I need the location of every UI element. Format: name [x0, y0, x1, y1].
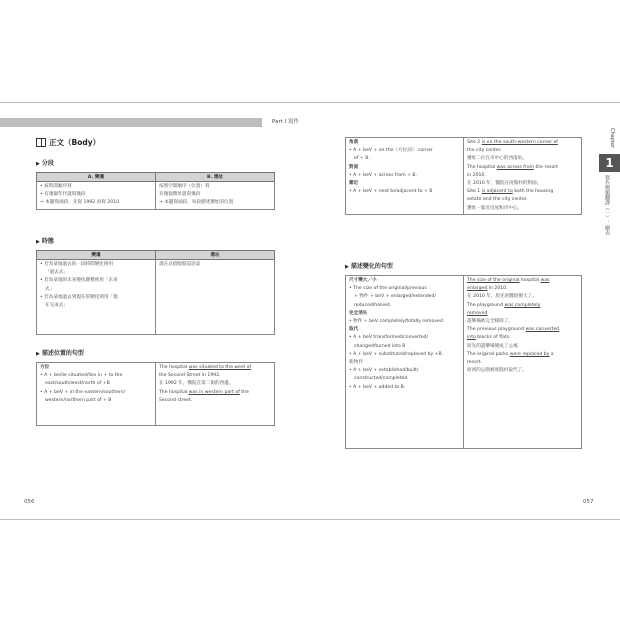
tense-table — [36, 250, 275, 335]
position-table — [36, 362, 275, 426]
table-cell: 角落 • A + beV + on the（方位詞） corner of + B. 對面 • A + beV + across from + B. 鄰近 • A + beV + next to/adjacent to + B — [346, 138, 464, 215]
position-table-continued — [345, 137, 582, 215]
chapter-subtitle: 寫作標題翻譯（一）：圖表 — [604, 175, 610, 235]
table-cell: The size of the original hospital was enlarged in 2010. 在 2010 年，原先的醫院變大了。 The playground was completely removed. 遊樂場被完全移除了。 The previous playground was converted into blocks of flats. 原先的遊樂場變成了公寓。 The original parks were replaced by a resort. 原初的公園被度假村取代了。 — [464, 276, 582, 449]
subsection-heading-change: ▶ 描述變化的句型 — [345, 263, 393, 270]
change-table — [345, 275, 582, 449]
table-cell: Site 2 is on the south-western corner of the city center. 選址二位在市中心的西南角。 The hospital was across from the resort in 2010. 在 2010 年，醫院在度假村的對面。 Site 1 is adjacent to both the housing estate and the city center. 選址一靠近房屋和市中心。 — [464, 138, 582, 215]
triangle-right-icon: ▶ — [36, 239, 40, 245]
triangle-right-icon: ▶ — [36, 161, 40, 167]
section-title — [36, 137, 100, 148]
table-cell: 現在式搭配假設語氣 — [156, 260, 275, 335]
chapter-tab — [599, 128, 620, 258]
table-cell: • 若為某地過去的一段時間變化則用 「過去式」 • 若為某地的未來變化趨勢則用「未來 式」 • 若為某地過去到現在的變化則用「現 在完成式」 — [37, 260, 156, 335]
triangle-right-icon: ▶ — [345, 264, 349, 270]
section-title-text: 正文（Body） — [49, 138, 101, 147]
part-header-bar — [0, 118, 299, 127]
page-number-right: 057 — [583, 499, 594, 505]
subsection-heading-paragraphing: ▶ 分段 — [36, 160, 54, 167]
table-cell: 按照空間順序（位置）寫 有幾個選址就寫幾段 → 本題寫兩段，每段描述選址的位置 — [156, 182, 275, 210]
table-header: B. 選址 — [156, 173, 275, 182]
chapter-word: Chapter — [609, 128, 615, 148]
subsection-heading-position: ▶ 描述位置的句型 — [36, 350, 84, 357]
table-cell: 尺寸變大／小 • The size of the original/previous + 物件 + beV + enlarged/extended/ reduced/halved. 完全消失 • 物件 + beV completely/totally removed. 取代 • A + beV transformed/converted/ changed/turned into B • A + beV + substituted/replaced by +B. 新物件 • A + beV + established/built/ constructed/completed. • A + beV + added to B. — [346, 276, 464, 449]
triangle-right-icon: ▶ — [36, 351, 40, 357]
table-header: A. 變遷 — [37, 173, 156, 182]
page-number-left: 056 — [24, 499, 35, 505]
part-label: Part I 寫作 — [269, 118, 303, 127]
table-header: 選址 — [156, 251, 275, 260]
table-cell: 方位 • A + be/lie situated/lies in + to the east/south/west/north of +B • A + beV + in the eastern/southern/ western/northern part of + B — [37, 363, 156, 426]
table-header: 變遷 — [37, 251, 156, 260]
book-icon — [36, 138, 46, 147]
table-cell: The hospital was situated to the west of the Second Street in 1992. 在 1992 年，醫院在第二街的西邊。 The hospital was in western part of the Second street. — [156, 363, 275, 426]
paragraphing-table — [36, 172, 275, 210]
chapter-number: 1 — [599, 154, 620, 172]
table-cell: • 按時間順序寫 • 有幾個年代就寫幾段 → 本題寫兩段，先寫 1992 再寫 2010 — [37, 182, 156, 210]
subsection-heading-tense: ▶ 時態 — [36, 238, 54, 245]
